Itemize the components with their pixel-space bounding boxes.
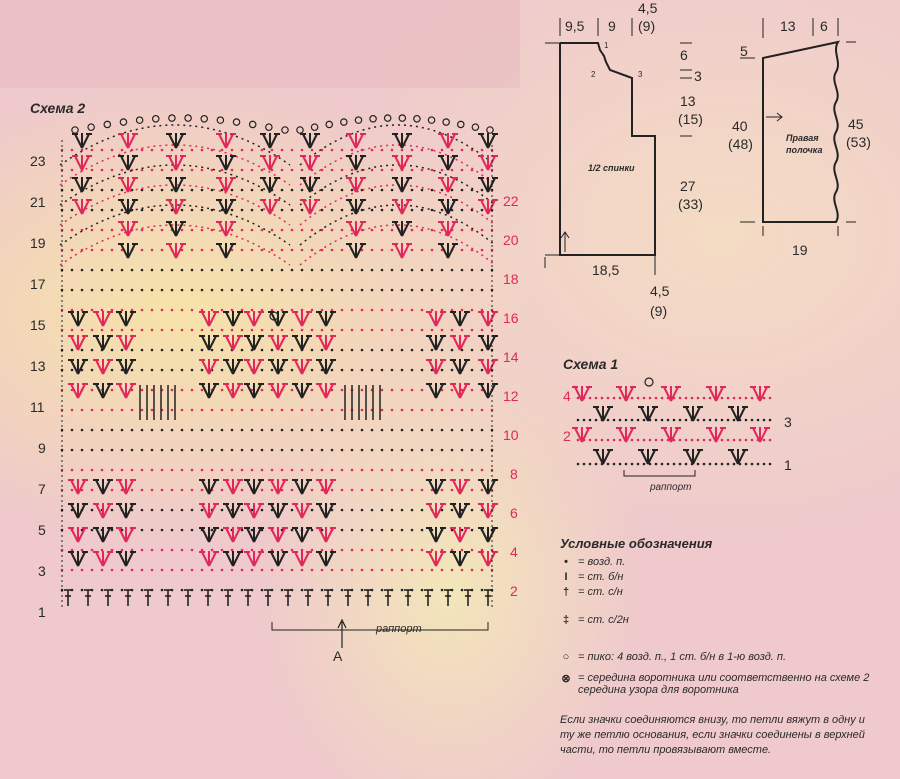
back-right-num: (15) <box>678 111 703 127</box>
back-right-num: 6 <box>680 47 688 63</box>
chain-dot <box>631 397 634 400</box>
back-bottom-num: (9) <box>650 303 668 319</box>
chain-dot <box>625 463 628 466</box>
front-bottom-num: 19 <box>792 242 808 258</box>
chain-dot <box>607 419 610 422</box>
chain-dot <box>583 463 586 466</box>
legend-item <box>560 614 629 626</box>
fan-stitch <box>683 449 703 464</box>
chain-dot <box>703 439 706 442</box>
chain-dot <box>661 419 664 422</box>
chain-dot <box>685 419 688 422</box>
row-number-left: 23 <box>30 153 46 169</box>
chain-dot <box>679 419 682 422</box>
chain-dot <box>679 439 682 442</box>
chain-dot <box>655 439 658 442</box>
chain-dot <box>577 397 580 400</box>
chain-dot <box>691 439 694 442</box>
fan-stitch <box>661 427 681 442</box>
chain-dot <box>751 419 754 422</box>
chain-dot <box>757 419 760 422</box>
chain-dot <box>685 463 688 466</box>
chain-dot <box>595 439 598 442</box>
fan-stitch <box>638 449 658 464</box>
legend-text: = середина воротника или соответственно на схеме 2 середина узора для воротника <box>578 672 870 696</box>
chain-dot <box>769 419 772 422</box>
chain-dot <box>715 419 718 422</box>
chain-dot <box>769 397 772 400</box>
row-number-left: 1 <box>38 604 46 620</box>
chain-dot <box>607 397 610 400</box>
row-number-left: 11 <box>30 399 45 415</box>
chain-dot <box>607 439 610 442</box>
chain-dot <box>751 463 754 466</box>
chain-dot <box>601 397 604 400</box>
picot-icon: ○ <box>562 651 570 663</box>
legend-text: = ст. б/н <box>578 571 624 583</box>
back-label: 1/2 спинки <box>588 163 635 173</box>
back-right-num: 27 <box>680 178 696 194</box>
chain-dot <box>655 397 658 400</box>
chain-dot <box>643 439 646 442</box>
legend-text: = ст. с/2н <box>578 614 629 626</box>
legend-title: Условные обозначения <box>560 536 713 551</box>
chain-dot <box>769 463 772 466</box>
chain-dot <box>733 397 736 400</box>
chain-dot <box>673 463 676 466</box>
chain-dot <box>733 463 736 466</box>
back-top-num: (9) <box>638 18 656 34</box>
chain-dot <box>709 439 712 442</box>
chain-dot <box>727 397 730 400</box>
legend-text: = ст. с/н <box>578 586 623 598</box>
schema2-repeat-label: раппорт <box>376 623 422 635</box>
chain-dot <box>643 397 646 400</box>
repeat-bracket <box>624 470 695 476</box>
chain-dot <box>661 439 664 442</box>
row-number-left: 21 <box>30 194 46 210</box>
chain-dot <box>709 397 712 400</box>
chain-dot <box>697 463 700 466</box>
chain-dot <box>727 463 730 466</box>
back-right-num: 13 <box>680 93 696 109</box>
chain-dot <box>721 419 724 422</box>
chain-dot <box>679 397 682 400</box>
row-number-right: 10 <box>503 427 519 443</box>
chain-dot <box>733 419 736 422</box>
chain-dot <box>613 439 616 442</box>
chain-dot <box>763 397 766 400</box>
chain-dot <box>745 397 748 400</box>
chain-dot <box>685 397 688 400</box>
chain-dot <box>601 439 604 442</box>
back-right-num: (33) <box>678 196 703 212</box>
chain-dot <box>703 397 706 400</box>
row-number-right: 18 <box>503 271 519 287</box>
chain-dot <box>655 419 658 422</box>
back-marker: 1 <box>604 41 609 50</box>
row-number-right: 16 <box>503 310 519 326</box>
back-bottom-num: 4,5 <box>650 283 670 299</box>
chain-dot <box>685 439 688 442</box>
chain-dot <box>721 463 724 466</box>
fan-stitch <box>593 449 613 464</box>
chain-dot <box>613 463 616 466</box>
chain-dot <box>613 397 616 400</box>
chain-dot <box>697 397 700 400</box>
row-number-left: 15 <box>30 317 46 333</box>
chain-dot <box>745 463 748 466</box>
chain-dot <box>589 419 592 422</box>
row-number-left: 13 <box>30 358 46 374</box>
chain-dot <box>643 419 646 422</box>
row-number-left: 3 <box>38 563 46 579</box>
back-top-num: 4,5 <box>638 0 658 16</box>
chain-dot <box>631 419 634 422</box>
schema1-row-label: 1 <box>784 457 792 473</box>
chain-dot <box>661 463 664 466</box>
chain-dot <box>697 419 700 422</box>
row-number-right: 20 <box>503 232 519 248</box>
chain-dot <box>595 419 598 422</box>
chain-dot <box>739 439 742 442</box>
legend-item <box>560 571 623 583</box>
front-right-num: 45 <box>848 116 864 132</box>
chain-dot <box>751 397 754 400</box>
chain-dot <box>649 439 652 442</box>
chain-dot <box>709 419 712 422</box>
chain-dot <box>751 439 754 442</box>
chain-dot <box>637 419 640 422</box>
row-number-right: 4 <box>510 544 518 560</box>
row-number-left: 5 <box>38 522 46 538</box>
chain-dot <box>631 463 634 466</box>
chain-dot <box>589 397 592 400</box>
row-number-left: 9 <box>38 440 46 456</box>
chain-dot <box>733 439 736 442</box>
back-top-num: 9,5 <box>565 18 585 34</box>
row-number-left: 17 <box>30 276 46 292</box>
schema1-repeat-label: раппорт <box>650 482 692 493</box>
chain-dot <box>595 397 598 400</box>
chain-dot <box>583 419 586 422</box>
chain-dot <box>745 419 748 422</box>
chain-dot <box>619 419 622 422</box>
front-left-num: 5 <box>740 43 748 59</box>
chain-dot <box>607 463 610 466</box>
front-top-num: 13 <box>780 18 796 34</box>
dc-icon: † <box>562 586 570 598</box>
legend-item <box>560 651 786 663</box>
chain-dot <box>769 439 772 442</box>
chain-dot <box>577 419 580 422</box>
chain-dot <box>715 463 718 466</box>
fan-stitch <box>638 406 658 421</box>
row-number-right: 22 <box>503 193 519 209</box>
chain-dot <box>637 397 640 400</box>
fan-stitch <box>728 406 748 421</box>
row-number-right: 12 <box>503 388 519 404</box>
legend-item <box>560 586 623 598</box>
schema1-title: Схема 1 <box>563 356 619 372</box>
chain-dot <box>643 463 646 466</box>
legend-text: = пико: 4 возд. п., 1 ст. б/н в 1-ю возд. п. <box>578 651 787 663</box>
chain-dot <box>739 397 742 400</box>
chain-dot <box>595 463 598 466</box>
chain-dot <box>757 463 760 466</box>
chain-dot <box>721 439 724 442</box>
back-marker: 3 <box>638 70 643 79</box>
chain-dot <box>589 439 592 442</box>
row-number-right: 8 <box>510 466 518 482</box>
schema2-marker: А <box>333 648 343 664</box>
sc-icon: I <box>564 571 568 583</box>
front-right-num: (53) <box>846 134 871 150</box>
chain-dot <box>727 439 730 442</box>
chain-dot <box>721 397 724 400</box>
fan-stitch <box>661 386 681 401</box>
chain-dot <box>661 397 664 400</box>
chain-dot <box>589 463 592 466</box>
fan-stitch <box>728 449 748 464</box>
chain-dot <box>631 439 634 442</box>
chain-dot <box>577 463 580 466</box>
chain-dot <box>763 439 766 442</box>
row-number-left: 7 <box>38 481 46 497</box>
chain-dot <box>745 439 748 442</box>
chain-dot <box>649 397 652 400</box>
chain-dot <box>709 463 712 466</box>
row-number-left: 19 <box>30 235 46 251</box>
front-label-line1: Правая <box>786 133 819 143</box>
back-marker: 2 <box>591 70 596 79</box>
center-mark <box>645 378 653 386</box>
legend-item <box>560 556 625 568</box>
chain-dot <box>613 419 616 422</box>
chain-dot <box>667 463 670 466</box>
chain-dot <box>763 419 766 422</box>
chain-dot <box>637 463 640 466</box>
front-left-num: 40 <box>732 118 748 134</box>
back-right-num: 3 <box>694 68 702 84</box>
chain-dot <box>577 439 580 442</box>
chain-dot <box>763 463 766 466</box>
row-number-right: 2 <box>510 583 518 599</box>
schema1-row-label: 4 <box>563 388 571 404</box>
dot-icon: • <box>564 556 568 568</box>
chain-dot <box>727 419 730 422</box>
chain-dot <box>619 397 622 400</box>
back-bottom-num: 18,5 <box>592 262 620 278</box>
row-number-right: 6 <box>510 505 518 521</box>
center-icon: ⊗ <box>561 673 571 685</box>
row-number-right: 14 <box>503 349 519 365</box>
back-top-num: 9 <box>608 18 616 34</box>
chain-dot <box>703 419 706 422</box>
legend-text: = возд. п. <box>578 556 626 568</box>
chain-dot <box>667 419 670 422</box>
front-left-num: (48) <box>728 136 753 152</box>
legend-item <box>560 672 880 696</box>
chain-dot <box>655 463 658 466</box>
chain-dot <box>691 397 694 400</box>
chain-dot <box>619 439 622 442</box>
chain-dot <box>625 419 628 422</box>
chain-dot <box>679 463 682 466</box>
front-label-line2: полочка <box>786 145 823 155</box>
hdc-icon: ‡ <box>562 614 570 626</box>
chain-dot <box>673 419 676 422</box>
schema2-title: Схема 2 <box>30 100 86 116</box>
schema1-row-label: 3 <box>784 414 792 430</box>
front-top-num: 6 <box>820 18 828 34</box>
legend-note: Если значки соединяются внизу, то петли вяжут в одну и ту же петлю основания, если значки соединены в верхней части, то петли провязывают вместе. <box>560 714 865 756</box>
schema1-row-label: 2 <box>563 428 571 444</box>
chain-dot <box>637 439 640 442</box>
chain-dot <box>703 463 706 466</box>
chain-dot <box>619 463 622 466</box>
chain-dot <box>697 439 700 442</box>
